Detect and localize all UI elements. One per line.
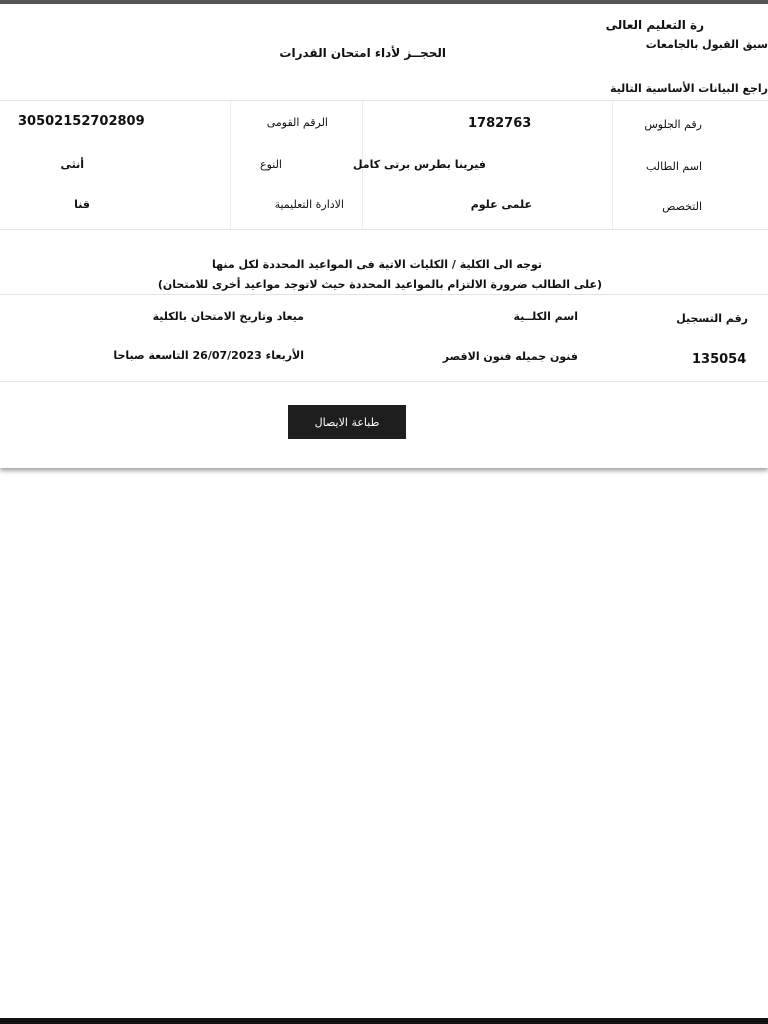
gender-label: النوع — [260, 158, 282, 171]
column-divider — [612, 101, 613, 229]
column-divider — [230, 101, 231, 229]
national-id-value: 30502152702809 — [18, 114, 145, 129]
page-title: الحجــز لأداء امتحان القدرات — [279, 46, 446, 60]
specialization-label: التخصص — [662, 200, 702, 213]
review-note: راجع البيانات الأساسية التالية — [609, 82, 768, 95]
bottom-edge-line — [0, 1018, 768, 1024]
coordination-office: سيق القبول بالجامعات — [645, 38, 768, 51]
faculty-cell: فنون جميله فنون الاقصر — [442, 350, 578, 363]
national-id-label: الرقم القومى — [266, 116, 328, 129]
faculty-header: اسم الكلــية — [513, 310, 578, 323]
seat-number-label: رقم الجلوس — [644, 118, 702, 131]
registration-table — [0, 294, 768, 382]
exam-time-header: ميعاد وتاريخ الامتحان بالكلية — [152, 310, 304, 323]
specialization-value: علمى علوم — [470, 198, 532, 211]
student-name-label: اسم الطالب — [645, 160, 702, 173]
receipt-page — [0, 4, 768, 468]
seat-number-value: 1782763 — [468, 116, 532, 131]
instruction-line: توجه الى الكلية / الكليات الاتية فى المواعيد المحددة لكل منها — [212, 258, 542, 271]
education-admin-value: قنا — [74, 198, 90, 211]
education-admin-label: الادارة التعليمية — [274, 198, 344, 211]
reg-number-cell: 135054 — [692, 352, 747, 367]
reg-number-header: رقم التسجيل — [676, 312, 748, 325]
student-name-value: فيرينا بطرس برتى كامل — [352, 158, 486, 171]
instruction-note: (على الطالب ضرورة الالتزام بالمواعيد المحددة حيث لاتوجد مواعيد أخرى للامتحان) — [157, 278, 602, 291]
print-receipt-button[interactable]: طباعة الايصال — [288, 405, 406, 439]
ministry-name: رة التعليم العالى — [605, 18, 704, 32]
gender-value: أنثى — [60, 158, 84, 171]
exam-time-cell: الأربعاء 26/07/2023 التاسعة صباحا — [113, 349, 304, 362]
